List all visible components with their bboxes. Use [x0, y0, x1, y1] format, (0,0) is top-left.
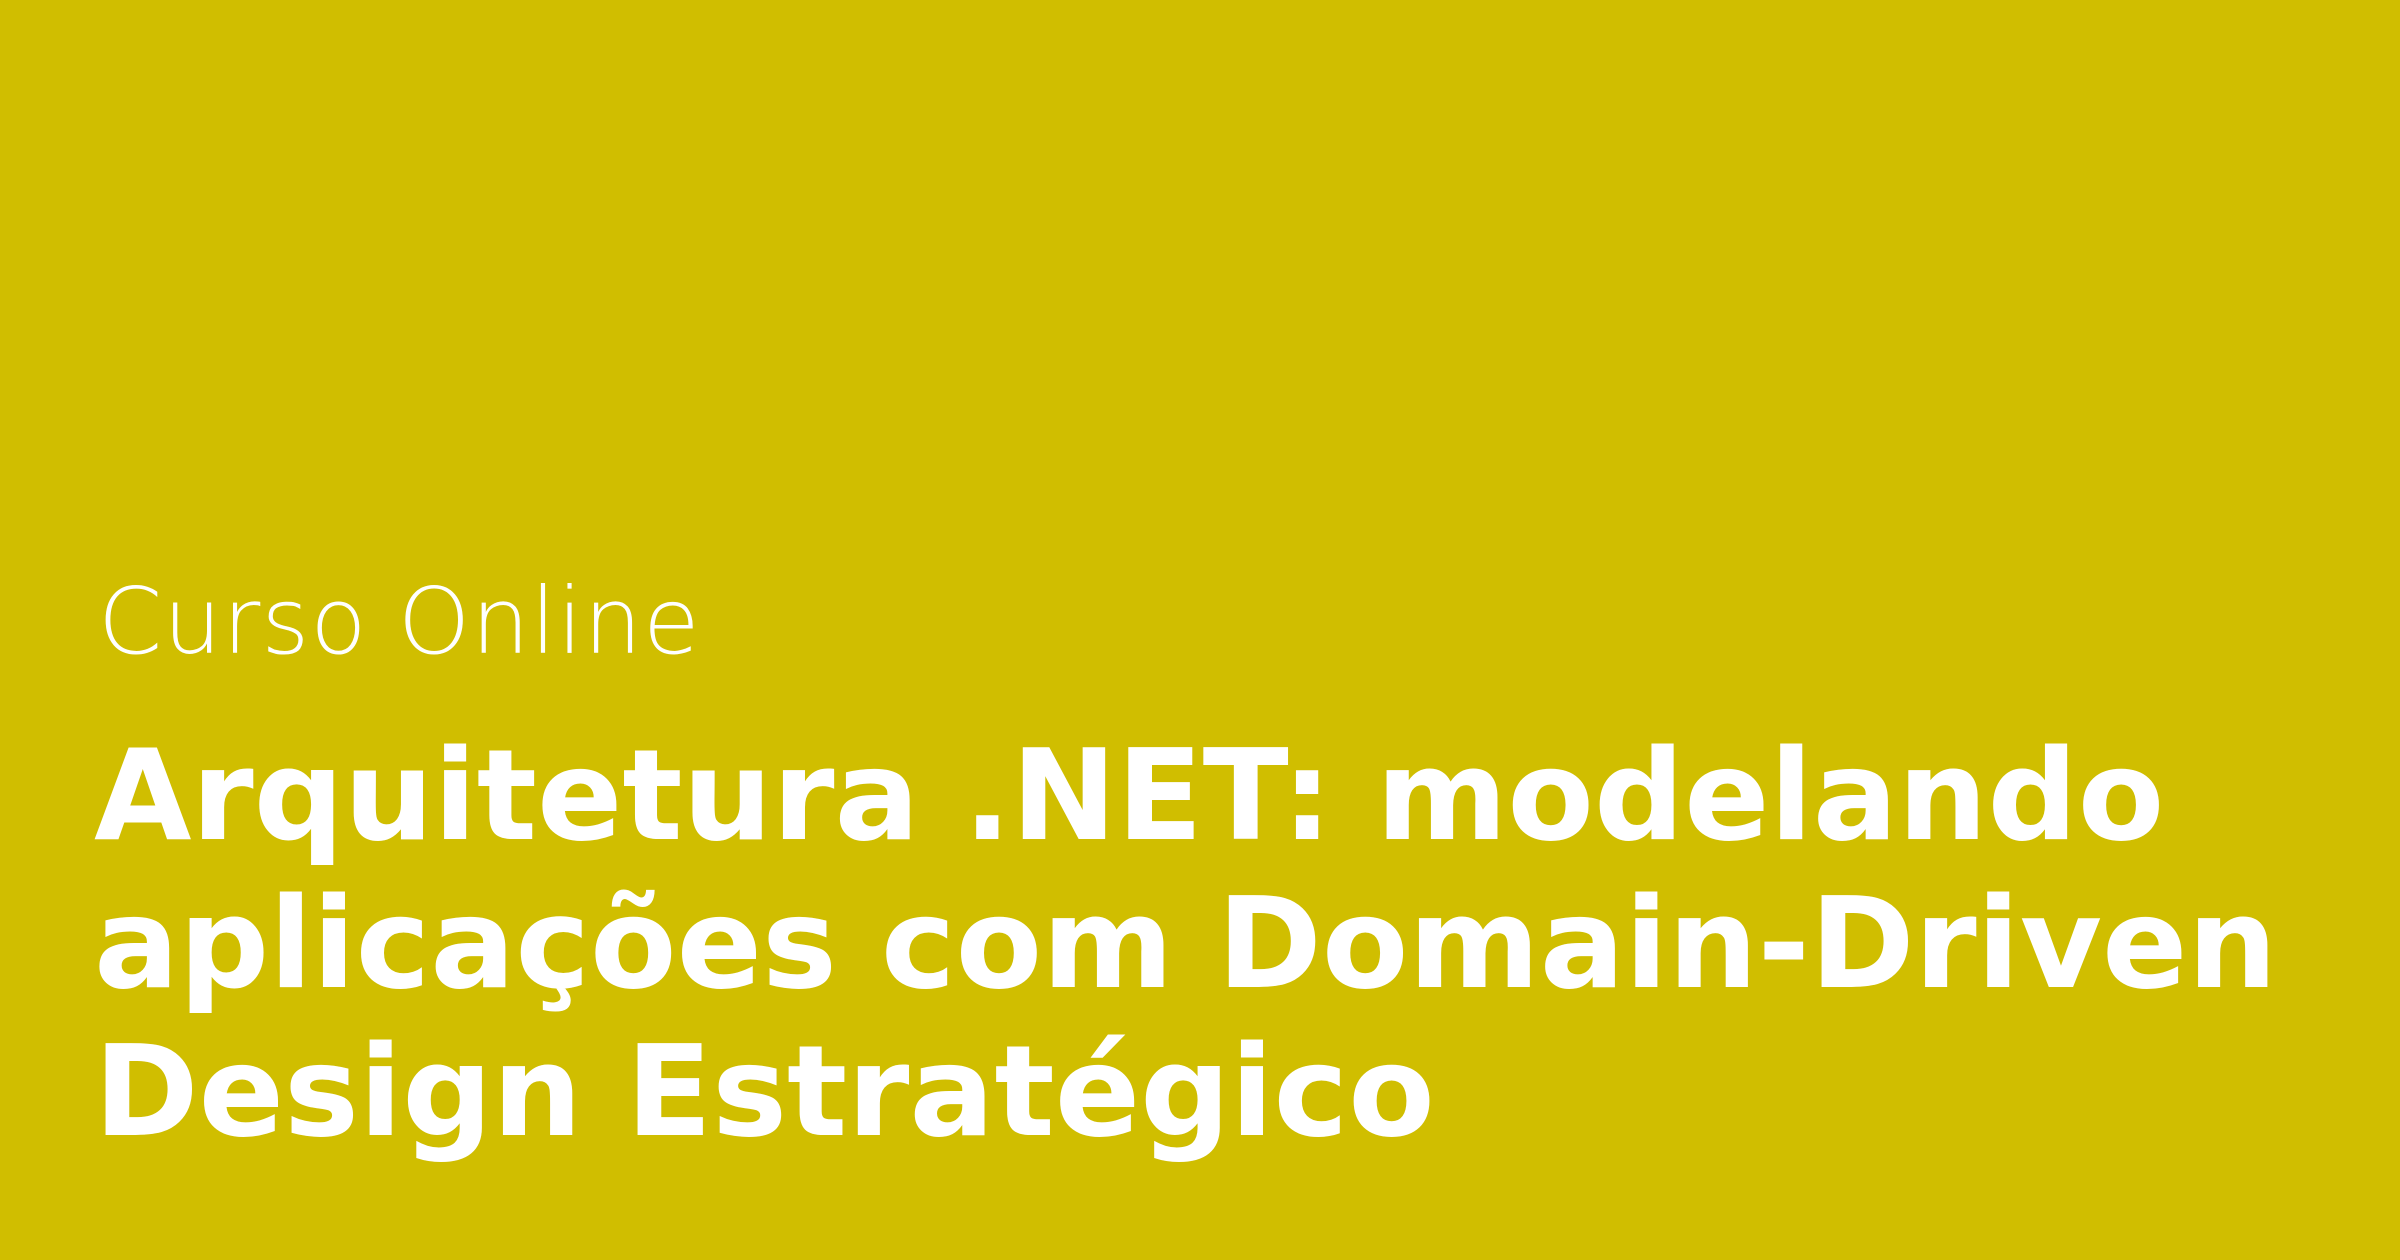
course-type-label: Curso Online [98, 568, 701, 675]
course-title-line-3: Design Estratégico [94, 1018, 1435, 1165]
course-title-line-2: aplicações com Domain-Driven [94, 870, 2278, 1017]
course-title [94, 722, 2334, 1166]
course-title-line-1: Arquitetura .NET: modelando [94, 722, 2165, 869]
